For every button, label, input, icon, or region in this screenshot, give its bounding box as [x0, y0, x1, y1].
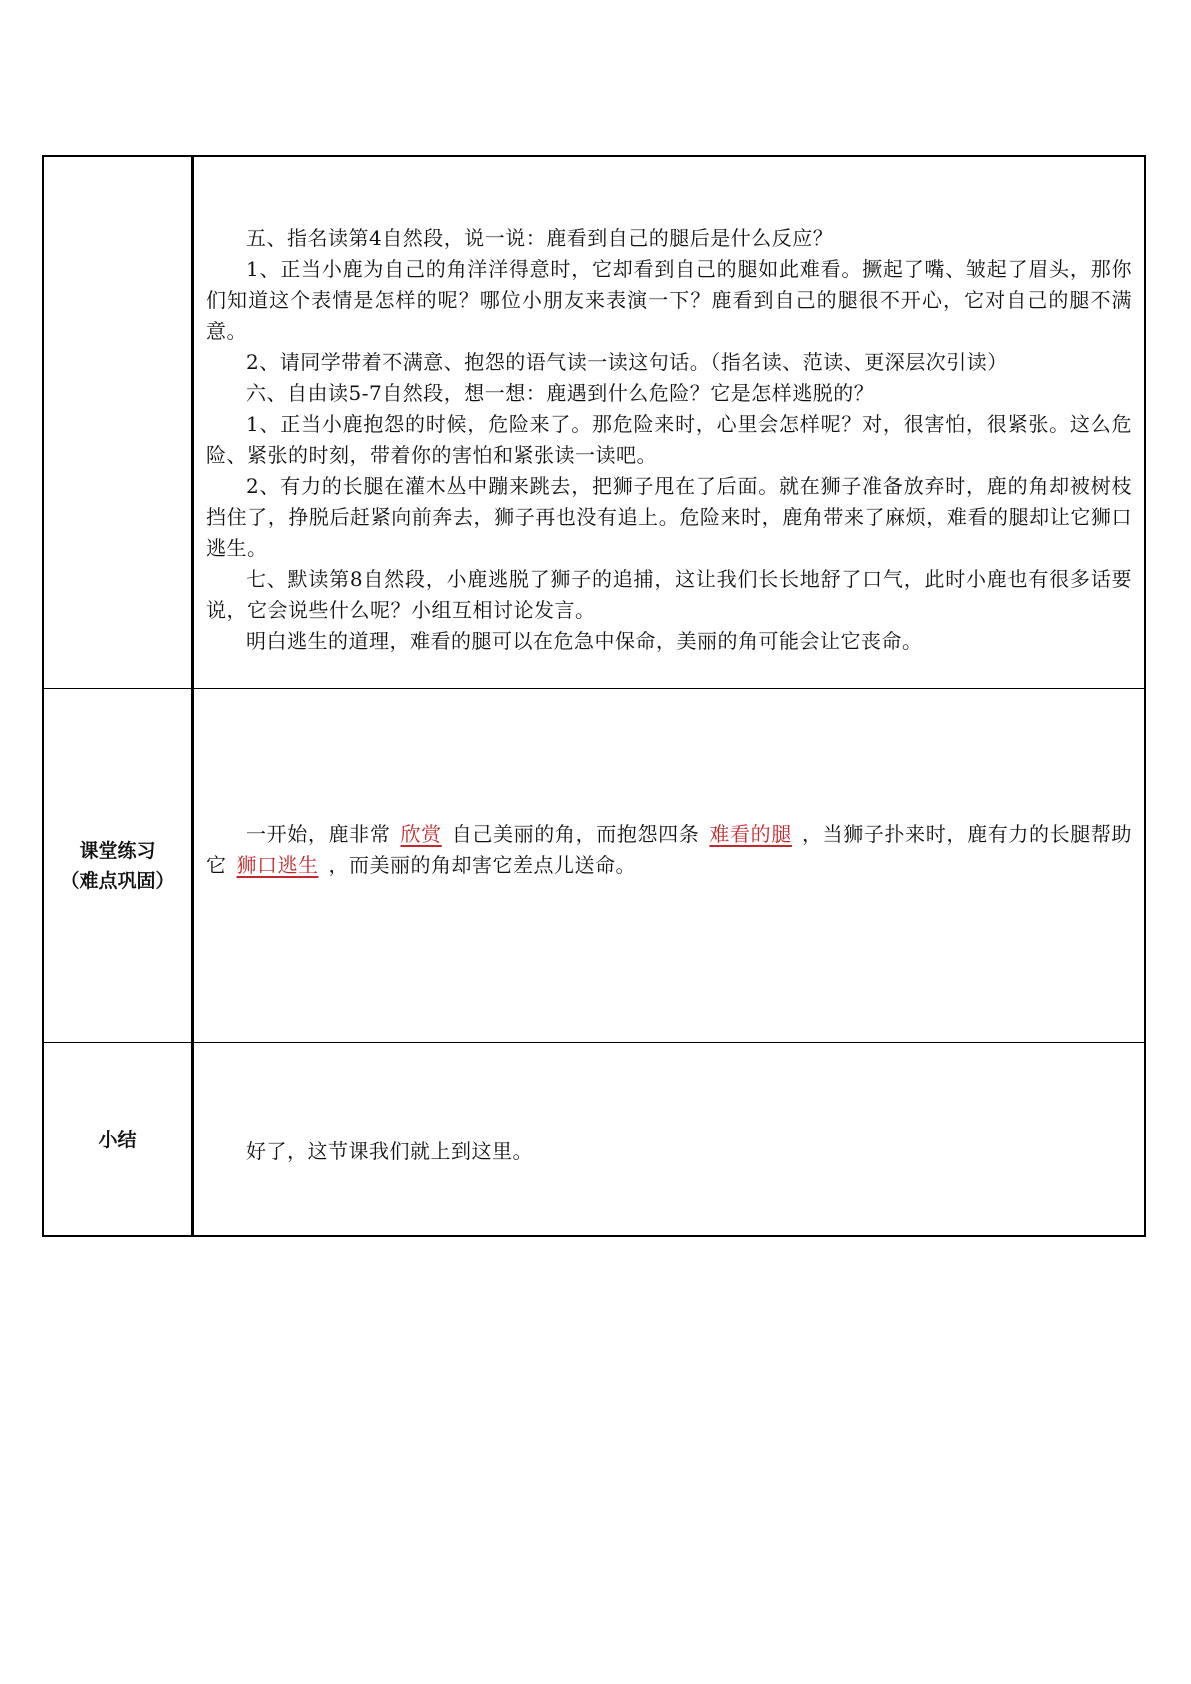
summary-label: 小结 — [98, 1129, 137, 1151]
row-content-exercise — [194, 689, 1144, 1042]
exercise-text: ，当狮子扑来时，鹿有力的长腿帮助它 — [206, 822, 1133, 877]
answer-blank-2: 难看的腿 — [709, 822, 792, 846]
exercise-label-title: 课堂练习 — [79, 839, 156, 862]
exercise-text: 自己美丽的角，而抱怨四条 — [451, 822, 700, 846]
row-content-summary — [194, 1043, 1144, 1237]
paragraph: 七、默读第8自然段，小鹿逃脱了狮子的追捕，这让我们长长地舒了口气，此时小鹿也有很多话要说，它会说些什么呢？小组互相讨论发言。 — [206, 567, 1132, 622]
row-label-exercise — [44, 689, 194, 1042]
exercise-text: 一开始，鹿非常 — [246, 822, 391, 846]
exercise-label-subtitle: （难点巩固） — [60, 869, 175, 892]
paragraph: 明白逃生的道理，难看的腿可以在危急中保命，美丽的角可能会让它丧命。 — [246, 629, 923, 653]
lesson-plan-table — [42, 155, 1146, 1237]
paragraph: 五、指名读第4自然段，说一说：鹿看到自己的腿后是什么反应？ — [246, 226, 834, 250]
paragraph: 1、正当小鹿抱怨的时候，危险来了。那危险来时，心里会怎样呢？对，很害怕，很紧张。这么危险、紧张的时刻，带着你的害怕和紧张读一读吧。 — [206, 412, 1132, 467]
fill-in-exercise — [206, 819, 1132, 881]
row-label-empty — [44, 157, 194, 688]
paragraph: 1、正当小鹿为自己的角洋洋得意时，它却看到自己的腿如此难看。撅起了嘴、皱起了眉头，那你们知道这个表情是怎样的呢？哪位小朋友来表演一下？鹿看到自己的腿很不开心，它对自己的腿不满意。 — [206, 257, 1132, 343]
paragraph: 2、有力的长腿在灌木丛中蹦来跳去，把狮子甩在了后面。就在狮子准备放弃时，鹿的角却被树枝挡住了，挣脱后赶紧向前奔去，狮子再也没有追上。危险来时，鹿角带来了麻烦，难看的腿却让它狮口逃生。 — [206, 474, 1132, 560]
paragraph: 2、请同学带着不满意、抱怨的语气读一读这句话。（指名读、范读、更深层次引读） — [246, 350, 1008, 374]
table-row-summary — [44, 1043, 1144, 1237]
table-row-reading — [44, 157, 1144, 689]
answer-blank-3: 狮口逃生 — [236, 853, 319, 877]
exercise-text: ，而美丽的角却害它差点儿送命。 — [328, 853, 636, 877]
summary-paragraph: 好了，这节课我们就上到这里。 — [246, 1139, 533, 1163]
answer-blank-1: 欣赏 — [400, 822, 442, 846]
row-label-summary — [44, 1043, 194, 1237]
paragraph: 六、自由读5-7自然段，想一想：鹿遇到什么危险？它是怎样逃脱的？ — [246, 381, 875, 405]
table-row-exercise — [44, 689, 1144, 1043]
row-content-reading — [194, 157, 1144, 688]
